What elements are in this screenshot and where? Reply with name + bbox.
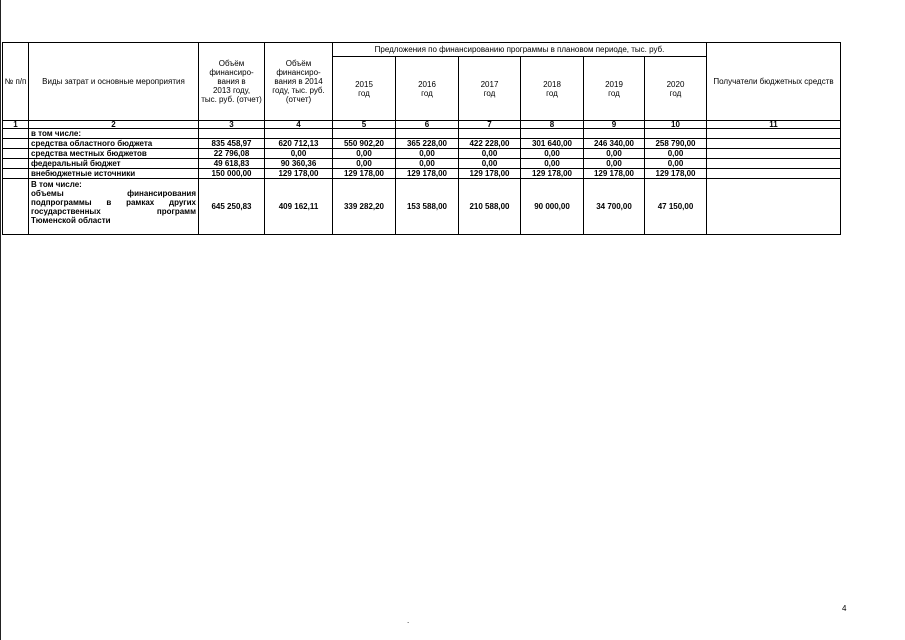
cell-value: 129 178,00 — [645, 169, 707, 179]
col-number: 9 — [584, 121, 645, 129]
col-number: 5 — [333, 121, 396, 129]
cell-value: 339 282,20 — [333, 179, 396, 235]
header-year-2016: 2016 год — [396, 57, 459, 121]
col-number: 4 — [265, 121, 333, 129]
cell-value: 22 796,08 — [199, 149, 265, 159]
row-label: федеральный бюджет — [29, 159, 199, 169]
header-year-2019: 2019 год — [584, 57, 645, 121]
row-label: средства местных бюджетов — [29, 149, 199, 159]
cell-value: 90 000,00 — [521, 179, 584, 235]
cell-value: 129 178,00 — [265, 169, 333, 179]
cell-value: 0,00 — [645, 149, 707, 159]
cell-value: 422 228,00 — [459, 139, 521, 149]
cell-value: 49 618,83 — [199, 159, 265, 169]
header-year-2018: 2018 год — [521, 57, 584, 121]
header-2013: Объём финансиро- вания в 2013 году, тыс. руб. (отчет) — [199, 43, 265, 121]
row-label: средства областного бюджета — [29, 139, 199, 149]
header-year-2020: 2020 год — [645, 57, 707, 121]
cell-value: 0,00 — [645, 159, 707, 169]
cell-value: 90 360,36 — [265, 159, 333, 169]
col-number: 3 — [199, 121, 265, 129]
scan-left-edge — [0, 0, 1, 640]
cell-value: 365 228,00 — [396, 139, 459, 149]
header-expenses: Виды затрат и основные мероприятия — [29, 43, 199, 121]
cell-value: 0,00 — [333, 149, 396, 159]
table-row — [3, 159, 841, 169]
cell-value: 0,00 — [584, 149, 645, 159]
cell-value: 0,00 — [265, 149, 333, 159]
col-number: 10 — [645, 121, 707, 129]
cell-value: 0,00 — [396, 159, 459, 169]
cell-value: 246 340,00 — [584, 139, 645, 149]
financing-table — [2, 42, 841, 235]
header-recipients: Получатели бюджетных средств — [707, 43, 841, 121]
cell-value: 129 178,00 — [396, 169, 459, 179]
row-label: в том числе: — [29, 129, 199, 139]
cell-value: 0,00 — [459, 149, 521, 159]
cell-value: 0,00 — [459, 159, 521, 169]
col-number: 8 — [521, 121, 584, 129]
cell-value: 210 588,00 — [459, 179, 521, 235]
cell-value: 153 588,00 — [396, 179, 459, 235]
cell-value: 0,00 — [521, 149, 584, 159]
cell-value: 129 178,00 — [333, 169, 396, 179]
cell-value: 0,00 — [333, 159, 396, 169]
table-row — [3, 139, 841, 149]
table-row — [3, 179, 841, 235]
table-row — [3, 169, 841, 179]
cell-value: 129 178,00 — [459, 169, 521, 179]
col-number: 2 — [29, 121, 199, 129]
cell-value: 0,00 — [396, 149, 459, 159]
cell-value: 835 458,97 — [199, 139, 265, 149]
cell-value: 258 790,00 — [645, 139, 707, 149]
header-year-2015: 2015 год — [333, 57, 396, 121]
col-number: 6 — [396, 121, 459, 129]
col-number: 1 — [3, 121, 29, 129]
header-year-2017: 2017 год — [459, 57, 521, 121]
header-proposals: Предложения по финансированию программы в плановом периоде, тыс. руб. — [333, 43, 707, 57]
cell-value: 301 640,00 — [521, 139, 584, 149]
cell-value: 645 250,83 — [199, 179, 265, 235]
cell-value: 129 178,00 — [521, 169, 584, 179]
header-num: № п/п — [3, 43, 29, 121]
cell-value: 0,00 — [521, 159, 584, 169]
table-row — [3, 149, 841, 159]
cell-value: 47 150,00 — [645, 179, 707, 235]
header-2014: Объём финансиро- вания в 2014 году, тыс. руб. (отчет) — [265, 43, 333, 121]
cell-value: 0,00 — [584, 159, 645, 169]
row-label-subprogram: В том числе: объемы финансирования подпрограммы в рамках других государственных программ Тюменской области — [29, 179, 199, 235]
row-label: внебюджетные источники — [29, 169, 199, 179]
cell-value: 550 902,20 — [333, 139, 396, 149]
table-row — [3, 129, 841, 139]
col-number: 7 — [459, 121, 521, 129]
cell-value: 409 162,11 — [265, 179, 333, 235]
stray-mark: . — [407, 616, 410, 625]
cell-value: 620 712,13 — [265, 139, 333, 149]
cell-value: 150 000,00 — [199, 169, 265, 179]
cell-value: 129 178,00 — [584, 169, 645, 179]
col-number: 11 — [707, 121, 841, 129]
cell-value: 34 700,00 — [584, 179, 645, 235]
page-number: 4 — [842, 604, 847, 613]
